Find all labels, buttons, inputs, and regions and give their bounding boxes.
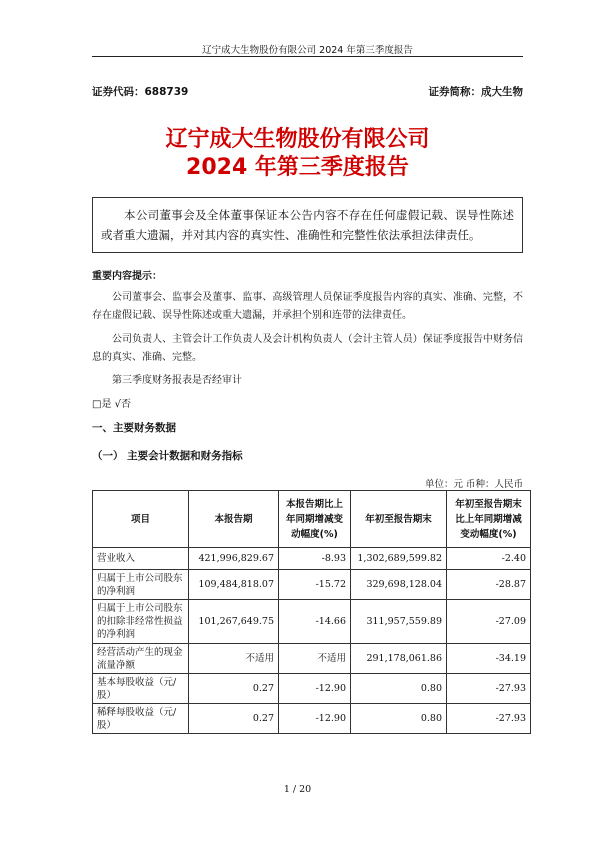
table-header-cell: 项目 <box>93 491 189 548</box>
cell-value: -34.19 <box>447 644 531 674</box>
cell-value: 不适用 <box>279 644 351 674</box>
cell-value: 0.80 <box>351 704 447 734</box>
cell-value: -2.40 <box>447 548 531 570</box>
table-row <box>93 600 531 644</box>
cell-value: -27.93 <box>447 704 531 734</box>
row-label: 归属于上市公司股东的扣除非经常性损益的净利润 <box>93 600 189 644</box>
cell-value: -12.90 <box>279 704 351 734</box>
cell-value: -15.72 <box>279 570 351 600</box>
cell-value: 0.27 <box>189 674 279 704</box>
cell-value: 421,996,829.67 <box>189 548 279 570</box>
table-header-cell: 年初至报告期末 <box>351 491 447 548</box>
running-header: 辽宁成大生物股份有限公司 2024 年第三季度报告 <box>202 45 413 56</box>
important-paragraph-1: 公司董事会、监事会及董事、监事、高级管理人员保证季度报告内容的真实、准确、完整，不存在虚假记载、误导性陈述或重大遗漏，并承担个别和连带的法律责任。 <box>92 292 523 321</box>
cell-value: 0.27 <box>189 704 279 734</box>
cell-value: 不适用 <box>189 644 279 674</box>
row-label: 营业收入 <box>93 548 189 570</box>
cell-value: 329,698,128.04 <box>351 570 447 600</box>
row-label: 经营活动产生的现金流量净额 <box>93 644 189 674</box>
cell-value: 1,302,689,599.82 <box>351 548 447 570</box>
page-number: 1 / 20 <box>283 784 312 795</box>
table-header-cell: 本报告期比上年同期增减变动幅度(%) <box>279 491 351 548</box>
financial-data-table <box>92 490 531 734</box>
audit-answer: □是 √否 <box>92 399 131 410</box>
cell-value: -27.93 <box>447 674 531 704</box>
stock-code: 证券代码：688739 <box>92 86 189 98</box>
subsection-heading: （一） 主要会计数据和财务指标 <box>92 450 243 462</box>
board-notice-box: 本公司董事会及全体董事保证本公告内容不存在任何虚假记载、误导性陈述或者重大遗漏，并对其内容的真实性、准确性和完整性依法承担法律责任。 <box>92 197 523 253</box>
cell-value: -12.90 <box>279 674 351 704</box>
cell-value: 109,484,818.07 <box>189 570 279 600</box>
cell-value: -8.93 <box>279 548 351 570</box>
report-title-company: 辽宁成大生物股份有限公司 <box>165 127 430 152</box>
cell-value: 311,957,559.89 <box>351 600 447 644</box>
header-rule <box>92 56 523 57</box>
stock-short-name: 证券简称：成大生物 <box>428 86 523 98</box>
row-label: 归属于上市公司股东的净利润 <box>93 570 189 600</box>
row-label: 稀释每股收益（元/股） <box>93 704 189 734</box>
table-row <box>93 570 531 600</box>
important-heading: 重要内容提示： <box>92 271 162 282</box>
unit-currency-note: 单位：元 币种：人民币 <box>424 479 523 490</box>
table-row <box>93 704 531 734</box>
table-header-cell: 年初至报告期末比上年同期增减变动幅度(%) <box>447 491 531 548</box>
cell-value: -28.87 <box>447 570 531 600</box>
section-heading: 一、主要财务数据 <box>92 422 176 434</box>
audit-question: 第三季度财务报表是否经审计 <box>112 375 242 386</box>
table-row <box>93 674 531 704</box>
cell-value: -27.09 <box>447 600 531 644</box>
table-header-cell: 本报告期 <box>189 491 279 548</box>
cell-value: 291,178,061.86 <box>351 644 447 674</box>
cell-value: 0.80 <box>351 674 447 704</box>
important-paragraph-2: 公司负责人、主管会计工作负责人及会计机构负责人（会计主管人员）保证季度报告中财务信息的真实、准确、完整。 <box>92 334 523 363</box>
table-header-row <box>93 491 531 548</box>
cell-value: 101,267,649.75 <box>189 600 279 644</box>
table-row <box>93 548 531 570</box>
table-row <box>93 644 531 674</box>
row-label: 基本每股收益（元/股） <box>93 674 189 704</box>
cell-value: -14.66 <box>279 600 351 644</box>
report-title-period: 2024 年第三季度报告 <box>186 155 409 180</box>
